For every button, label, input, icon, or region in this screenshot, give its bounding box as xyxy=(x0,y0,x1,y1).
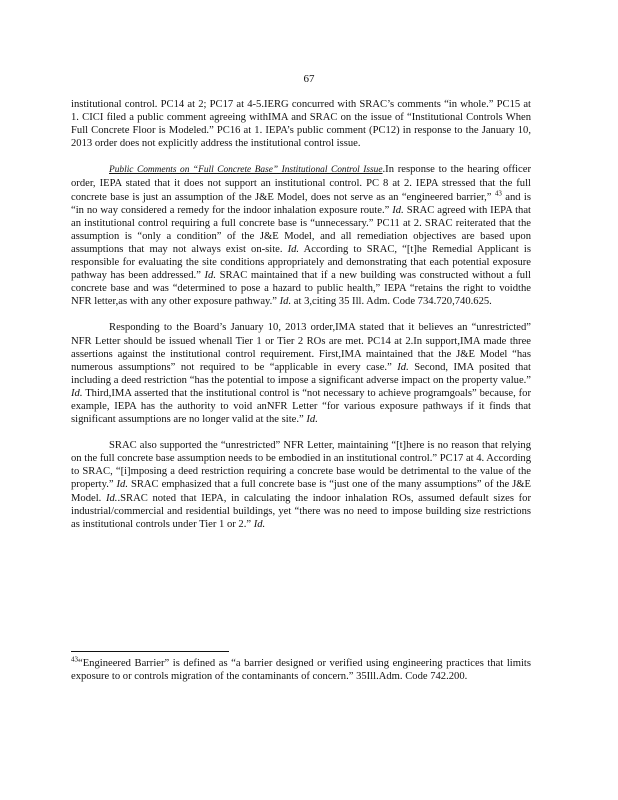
paragraph-2 xyxy=(71,163,531,308)
citation-id: Id. xyxy=(105,492,118,504)
paragraph-2-text-a: .In response to the hearing officer order, IEPA stated that it does not support an institutional control. PC 8 at 2. IEPA stressed that the full concrete base is just an assumption of the J&E Model, does not serve as an “engineered barrier,” xyxy=(71,164,531,203)
citation-id: Id. xyxy=(397,361,409,373)
paragraph-2-text-e: According to SRAC, “[t]he Remedial Applicant is responsible for evaluating the site conditions appropriately and demonstrating that each potential exposure pathway has been addressed.” xyxy=(71,243,531,282)
section-heading: Public Comments on “Full Concrete Base” Institutional Control Issue xyxy=(109,165,383,176)
paragraph-4 xyxy=(71,439,531,531)
citation-id: Id. xyxy=(306,414,318,426)
paragraph-2-text-d: SRAC agreed with IEPA that an institutional control requiring a full concrete base is “unnecessary.” PC11 at 2. SRAC reiterated that the assumption is “only a condition” of the J&E Model, and all remediation objectives are based upon assumptions that may not always exist on-site. xyxy=(71,204,531,255)
footnote-number: 43 xyxy=(71,655,78,664)
citation-id: Id. xyxy=(392,204,404,216)
citation-id: Id. xyxy=(116,479,128,491)
paragraph-3 xyxy=(71,321,531,426)
body-text xyxy=(71,98,531,544)
footnote-reference[interactable]: 43 xyxy=(494,189,502,198)
citation-id: Id. xyxy=(253,518,266,530)
citation-id: Id. xyxy=(279,296,292,308)
citation-id: Id. xyxy=(287,243,300,255)
citation-id: Id. xyxy=(204,270,216,282)
citation-id: Id. xyxy=(71,387,83,399)
paragraph-3-text-a: Responding to the Board’s January 10, 2013 order,IMA stated that it believes an “unrestricted” NFR Letter should be issued whenall Tier 1 or Tier 2 ROs are met. PC14 at 2.In support,IMA made three assertions against the institutional control requirement. First,IMA maintained that the J&E Model “has numerous assumptions” not required to be “applicable in every case.” xyxy=(71,322,531,373)
paragraph-3-text-c: Third,IMA asserted that the institutional control is “not necessary to achieve programgoals” because, for example, IEPA has the authority to void anNFR Letter “for various exposure pathways if it finds that significant assumptions are no longer valid at the site.” xyxy=(71,387,531,426)
paragraph-3-text-b: Second, IMA posited that including a deed restriction “has the potential to impose a significant adverse impact on the property value.” xyxy=(71,361,531,386)
paragraph-2-text-b: and is “in no way considered a remedy for the indoor inhalation exposure route.” xyxy=(71,191,531,216)
paragraph-1-text: institutional control. PC14 at 2; PC17 at 4-5.IERG concurred with SRAC’s comments “in whole.” PC15 at 1. CICI filed a public comment agreeing withIMA and SRAC on the issue of “Institutional Controls When Full Concrete Floor is Modeled.” PC16 at 1. IEPA’s public comment (PC12) in response to the January 10, 2013 order does not explicitly address the institutional control issue. xyxy=(71,99,531,150)
page-number: 67 xyxy=(303,73,315,85)
paragraph-4-text-a: SRAC also supported the “unrestricted” NFR Letter, maintaining “[t]here is no reason that relying on the full concrete base assumption needs to be embodied in an institutional control.” PC17 at 4. According to SRAC, “[i]mposing a deed restriction requiring a concrete base would be detrimental to the value of the property.” xyxy=(71,440,531,491)
paragraph-2-text-g: at 3,citing 35 Ill. Adm. Code 734.720,740.625. xyxy=(293,296,492,308)
footnote-text: “Engineered Barrier” is defined as “a barrier designed or verified using engineering practices that limits exposure to or controls migration of the contaminants of concern.” 35Ill.Adm. Code 742.200. xyxy=(71,658,531,683)
paragraph-4-text-b: SRAC emphasized that a full concrete base is “just one of the many assumptions” of the J&E Model. xyxy=(71,479,532,504)
footnote-separator xyxy=(71,651,229,652)
paragraph-2-text-f: SRAC maintained that if a new building was constructed without a full concrete base and was “determined to pose a hazard to public health,” IEPA “retains the right to voidthe NFR letter,as with any other exposure pathway.” xyxy=(71,270,531,308)
paragraph-4-text-c: .SRAC noted that IEPA, in calculating the indoor inhalation ROs, assumed default sizes for industrial/commercial and residential buildings, yet “there was no need to impose building size restrictions as institutional controls under Tier 1 or 2.” xyxy=(71,492,531,530)
paragraph-1 xyxy=(71,98,531,150)
footnote xyxy=(71,657,531,683)
